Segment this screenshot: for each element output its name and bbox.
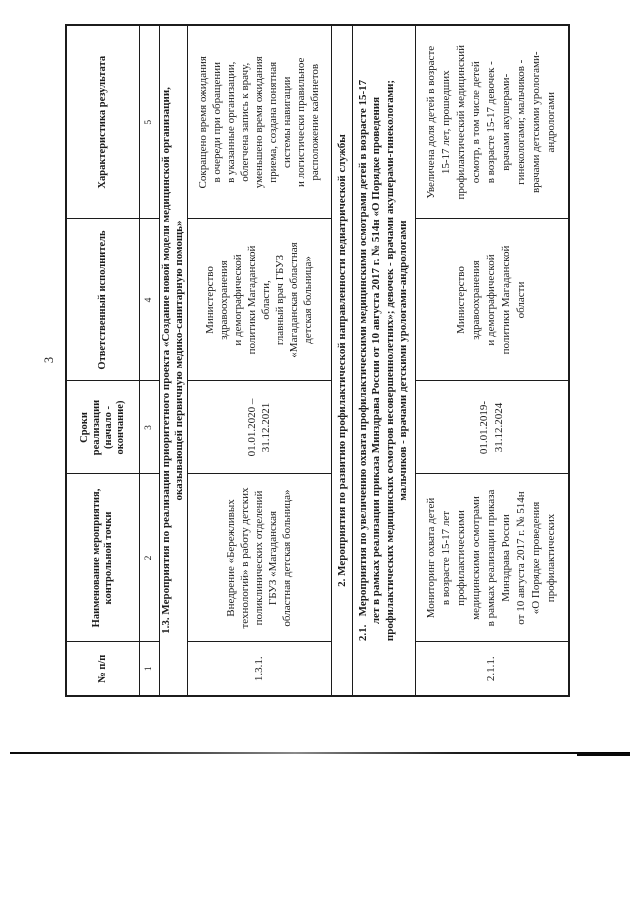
table-row-2-1-1 (415, 25, 569, 696)
row-2-1-1-num: 2.1.1. (415, 642, 569, 696)
scan-artifact-line (10, 752, 630, 754)
row-2-1-1-name: Мониторинг охвата детей в возрасте 15-17 лет профилактическими медицинскими осмотрами в рамках реализации приказа Минздрава России от 10 августа 2017 г. № 514н «О Порядке проведения профилактических (415, 474, 569, 642)
scan-artifact-line-end (577, 753, 630, 756)
table-row-1-3-1 (187, 25, 331, 696)
column-number-5: 5 (139, 25, 159, 219)
section-1-3-title: 1.3. Мероприятия по реализации приоритетного проекта «Создание новой модели медицинской организации, оказывающей первичную медико-санитарную помощь» (159, 25, 187, 696)
measures-table (65, 24, 570, 697)
column-number-4: 4 (139, 219, 159, 381)
header-name: Наименование мероприятия, контрольной точки (66, 474, 139, 642)
section-2-1-title: 2.1. Мероприятия по увеличению охвата профилактическими медицинскими осмотрами детей в возрасте 15-17 лет в рамках реализации приказа Минздрава России от 10 августа 2017 г. № 514н «О Порядке проведения профилактических медицинских осмотров несовершеннолетних»; девочек - врачами акушерами-гинекологами; мальчиков - врачами детскими урологами-андрологами (352, 25, 415, 696)
table-header-row (66, 25, 139, 696)
row-1-3-1-executor: Министерство здравоохранения и демографической политики Магаданской области, главный врач ГБУЗ «Магаданская областная детская больница» (187, 219, 331, 381)
page-number: 3 (42, 356, 56, 364)
header-num: № п/п (66, 642, 139, 696)
row-2-1-1-executor: Министерство здравоохранения и демографической политики Магаданской области (415, 219, 569, 381)
row-2-1-1-dates: 01.01.2019- 31.12.2024 (415, 381, 569, 474)
column-number-2: 2 (139, 474, 159, 642)
section-2-title: 2. Мероприятия по развитию профилактической направленности педиатрической службы (331, 25, 352, 696)
row-1-3-1-name: Внедрение «Бережливых технологий» в работу детских поликлинических отделений ГБУЗ «Магаданская областная детская больница» (187, 474, 331, 642)
row-1-3-1-dates: 01.01.2020 – 31.12.2021 (187, 381, 331, 474)
header-dates: Сроки реализации (начало - окончание) (66, 381, 139, 474)
section-2-header-row (331, 25, 352, 696)
section-2-1-header-row (352, 25, 415, 696)
section-1-3-header-row (159, 25, 187, 696)
row-1-3-1-result: Сокращено время ожидания в очереди при обращении в указанные организации, облегчена запись к врачу, уменьшено время ожидания приема, создана понятная системы навигации и логистически правильное расположение кабинетов (187, 25, 331, 219)
row-2-1-1-result: Увеличена доля детей в возрасте 15-17 лет, прошедших профилактический медицинский осмотр, в том числе детей в возрасте 15-17 девочек - врачами акушерами- гинекологами; мальчиков - врачами детскими урологами- андрологами (415, 25, 569, 219)
column-numbers-row (139, 25, 159, 696)
header-result: Характеристика результата (66, 25, 139, 219)
column-number-1: 1 (139, 642, 159, 696)
row-1-3-1-num: 1.3.1. (187, 642, 331, 696)
column-number-3: 3 (139, 381, 159, 474)
header-executor: Ответственный исполнитель (66, 219, 139, 381)
